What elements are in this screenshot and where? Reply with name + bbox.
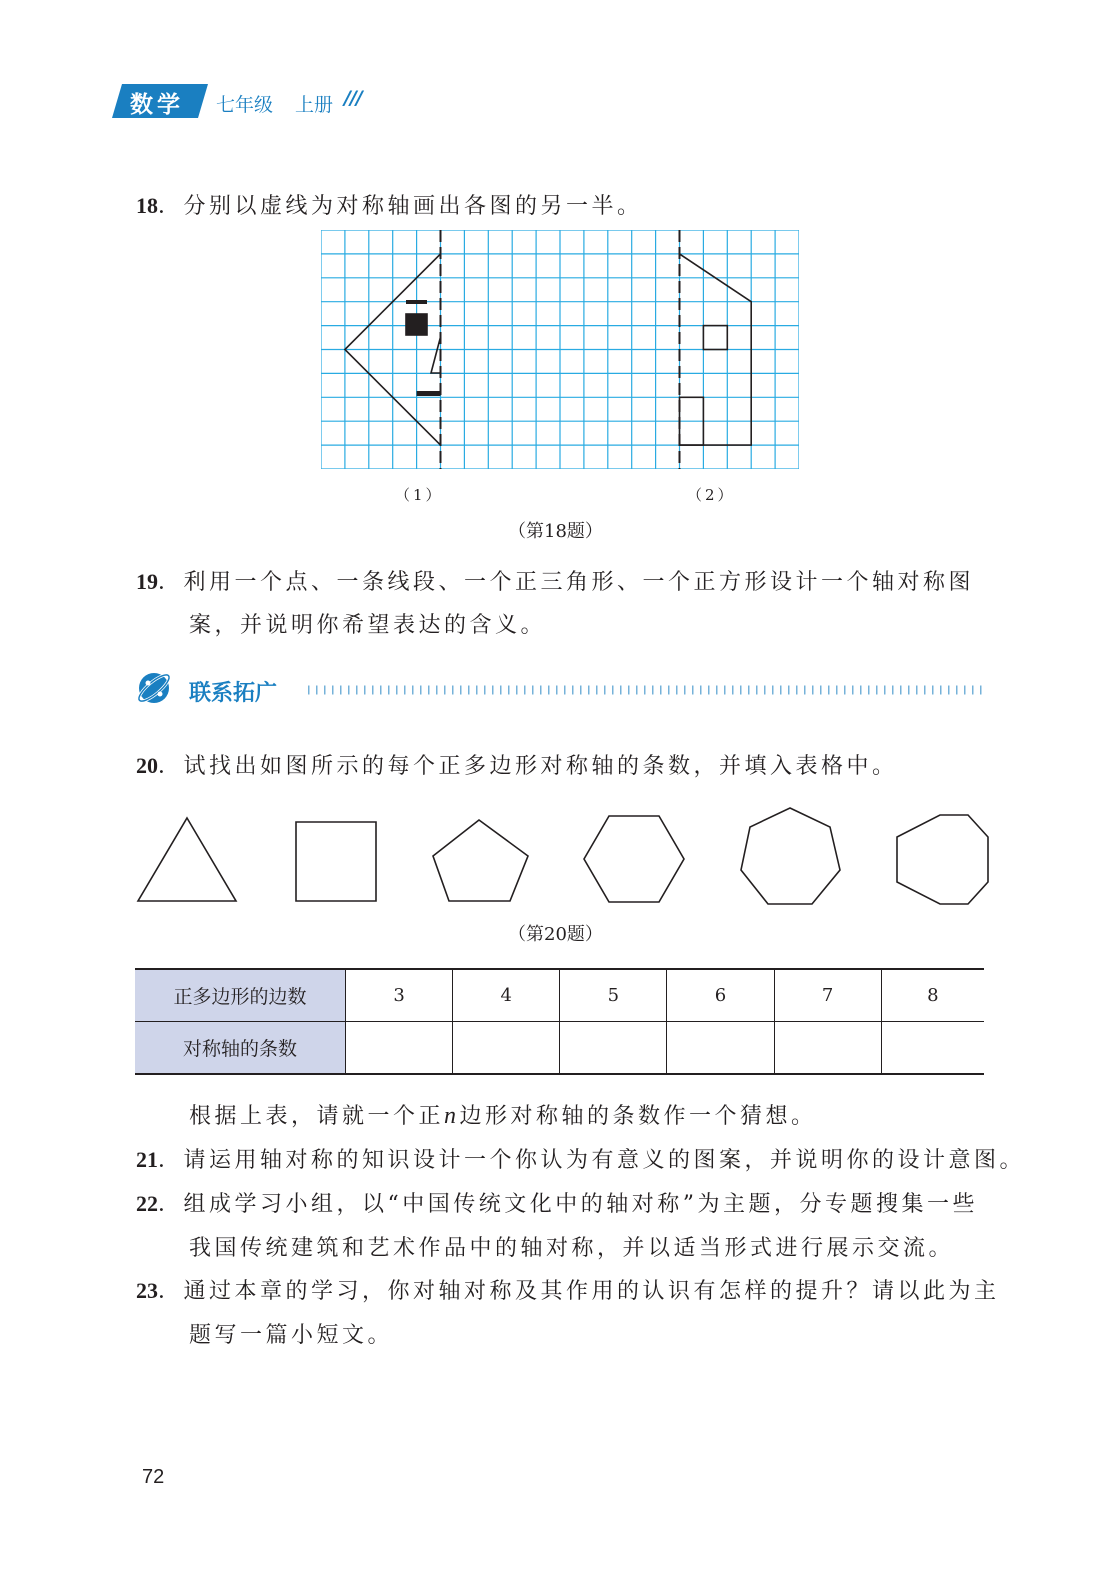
heptagon-shape <box>741 808 840 904</box>
row-header-sides: 正多边形的边数 <box>135 969 346 1022</box>
octagon-shape <box>897 815 988 904</box>
question-number: 18 <box>136 193 158 218</box>
sides-cell: 3 <box>346 969 453 1022</box>
followup-text-end: 边形对称轴的条数作一个猜想。 <box>459 1104 817 1129</box>
sides-cell: 5 <box>560 969 667 1022</box>
figure-2-label: （2） <box>687 486 736 504</box>
question-text-line1: ．通过本章的学习，你对轴对称及其作用的认识有怎样的提升？请以此为主 <box>158 1279 1000 1304</box>
question-18 <box>136 189 643 220</box>
planet-icon <box>135 669 173 707</box>
question-23 <box>136 1274 1000 1305</box>
header-grade: 七年级 <box>216 94 274 116</box>
section-title: 联系拓广 <box>189 681 278 706</box>
answer-cell[interactable] <box>453 1022 560 1075</box>
answer-cell[interactable] <box>881 1022 984 1075</box>
sides-cell: 6 <box>667 969 774 1022</box>
answer-cell[interactable] <box>346 1022 453 1075</box>
followup-text: 根据上表，请就一个正 <box>189 1104 445 1129</box>
question-20-followup <box>189 1099 817 1130</box>
question-19-line2: 案，并说明你希望表达的含义。 <box>189 613 547 638</box>
row-header-axes: 对称轴的条数 <box>135 1022 346 1075</box>
question-19 <box>136 565 974 596</box>
polygon-table <box>135 968 984 1075</box>
polygons-figure-20 <box>130 800 1000 910</box>
hexagon-shape <box>584 816 684 902</box>
question-text: ．试找出如图所示的每个正多边形对称轴的条数，并填入表格中。 <box>158 754 898 779</box>
question-text-line1: ．利用一个点、一条线段、一个正三角形、一个正方形设计一个轴对称图 <box>158 570 975 595</box>
question-21 <box>136 1143 1025 1174</box>
question-23-line2: 题写一篇小短文。 <box>189 1323 394 1348</box>
figure-1-label: （1） <box>395 486 444 504</box>
variable-n: n <box>444 1103 460 1129</box>
question-text: ．请运用轴对称的知识设计一个你认为有意义的图案，并说明你的设计意图。 <box>158 1148 1026 1173</box>
question-number: 21 <box>136 1147 158 1172</box>
sides-cell: 8 <box>881 969 984 1022</box>
sides-cell: 4 <box>453 969 560 1022</box>
question-text: ．分别以虚线为对称轴画出各图的另一半。 <box>158 194 643 219</box>
grid-figure-18 <box>321 230 799 469</box>
square-shape <box>296 822 376 901</box>
question-number: 19 <box>136 569 158 594</box>
page-number: 72 <box>142 1466 165 1488</box>
figure-20-caption: （第20题） <box>508 924 603 945</box>
question-number: 20 <box>136 753 158 778</box>
header-slashes: /// <box>344 87 362 109</box>
table-row <box>135 969 984 1022</box>
sides-cell: 7 <box>774 969 881 1022</box>
question-22-line2: 我国传统建筑和艺术作品中的轴对称，并以适当形式进行展示交流。 <box>189 1236 955 1261</box>
header-volume: 上册 <box>295 94 334 116</box>
triangle-shape <box>138 818 236 901</box>
answer-cell[interactable] <box>560 1022 667 1075</box>
question-number: 23 <box>136 1278 158 1303</box>
header-subject: 数学 <box>130 92 184 118</box>
question-text-line1: ．组成学习小组，以“中国传统文化中的轴对称”为主题，分专题搜集一些 <box>158 1192 978 1217</box>
table-row <box>135 1022 984 1075</box>
question-22 <box>136 1187 978 1218</box>
question-number: 22 <box>136 1191 158 1216</box>
answer-cell[interactable] <box>774 1022 881 1075</box>
section-divider <box>308 685 985 695</box>
figure-18-caption: （第18题） <box>508 521 603 542</box>
pentagon-shape <box>433 820 528 901</box>
answer-cell[interactable] <box>667 1022 774 1075</box>
question-20 <box>136 749 898 780</box>
